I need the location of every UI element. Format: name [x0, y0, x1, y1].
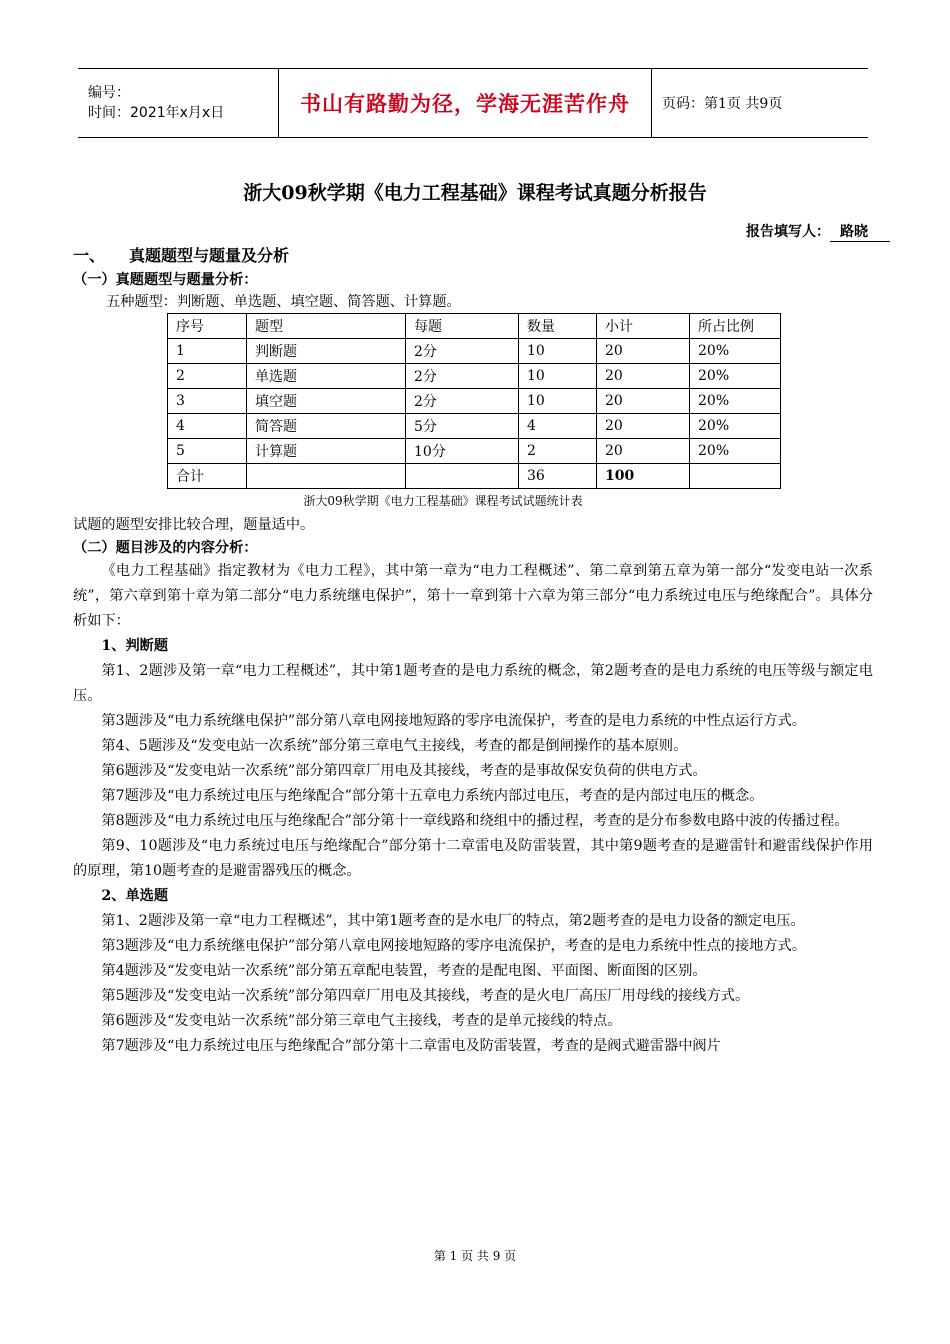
table-cell: 20: [597, 364, 690, 389]
paragraph: 第9、10题涉及“电力系统过电压与绝缘配合”部分第十二章雷电及防雷装置，其中第9题考查的是避雷针和避雷线保护作用的原理，第10题考查的是避雷器残压的概念。: [73, 838, 873, 879]
subsection-heading-2: （二）题目涉及的内容分析：: [73, 540, 258, 556]
table-cell: 2: [519, 439, 597, 464]
reporter-label: 报告填写人：: [746, 224, 830, 240]
paragraph: 第7题涉及“电力系统过电压与绝缘配合”部分第十五章电力系统内部过电压，考查的是内部过电压的概念。: [101, 788, 764, 804]
paragraph: 第4、5题涉及“发变电站一次系统”部分第三章电气主接线，考查的都是倒闸操作的基本原则。: [101, 738, 688, 754]
reporter-name: 路晓: [830, 221, 890, 242]
paragraph: 第6题涉及“发变电站一次系统”部分第三章电气主接线，考查的是单元接线的特点。: [101, 1013, 622, 1029]
question-types-intro: 五种题型：判断题、单选题、填空题、简答题、计算题。: [106, 294, 461, 310]
table-cell: 20: [597, 339, 690, 364]
table-cell: [690, 464, 781, 489]
table-cell: 单选题: [247, 364, 406, 389]
table-cell: 5: [168, 439, 247, 464]
document-header: [78, 68, 868, 138]
paragraph: 第7题涉及“电力系统过电压与绝缘配合”部分第十二章雷电及防雷装置，考查的是阀式避雷器中阀片: [101, 1038, 721, 1054]
judge-heading: 1、判断题: [101, 638, 169, 654]
page-title: 浙大09秋学期《电力工程基础》课程考试真题分析报告: [243, 182, 707, 204]
table-cell: [406, 464, 519, 489]
table-cell: 2分: [406, 339, 519, 364]
number-label: 编号：: [88, 85, 130, 101]
table-cell: 100: [597, 464, 690, 489]
section-title: 真题题型与题量及分析: [129, 246, 290, 265]
table-cell: 20: [597, 414, 690, 439]
table-cell: 2分: [406, 364, 519, 389]
table-cell: 5分: [406, 414, 519, 439]
table-cell: 2分: [406, 389, 519, 414]
table-comment: 试题的题型安排比较合理，题量适中。: [73, 517, 315, 533]
section-number: 一、: [73, 246, 106, 265]
table-cell: 1: [168, 339, 247, 364]
table-header-cell: 每题: [406, 314, 519, 339]
header-page-cell: [652, 69, 868, 137]
table-cell: 填空题: [247, 389, 406, 414]
table-total-row: [168, 464, 781, 489]
page-footer: 第 1 页 共 9 页: [433, 1249, 517, 1263]
paragraph: 第3题涉及“电力系统继电保护”部分第八章电网接地短路的零序电流保护，考查的是电力系统的中性点运行方式。: [101, 713, 806, 729]
page-info: 页码：第1页 共9页: [662, 96, 783, 112]
motto: 书山有路勤为径，学海无涯苦作舟: [300, 91, 630, 116]
content-intro: 《电力工程基础》指定教材为《电力工程》，其中第一章为“电力工程概述”、第二章到第五章为第一部分“发变电站一次系统”，第六章到第十章为第二部分“电力系统继电保护”，第十一章到第十六章为第三部分“电力系统过电压与绝缘配合”。具体分析如下：: [73, 563, 873, 629]
table-row: [168, 439, 781, 464]
table-row: [168, 364, 781, 389]
table-header-cell: 所占比例: [690, 314, 781, 339]
header-motto-cell: [279, 69, 652, 137]
reporter: [746, 221, 890, 242]
paragraph: 第1、2题涉及第一章“电力工程概述”，其中第1题考查的是电力系统的概念，第2题考查的是电力系统的电压等级与额定电压。: [73, 663, 873, 704]
table-cell: 20%: [690, 389, 781, 414]
paragraph: 第6题涉及“发变电站一次系统”部分第四章厂用电及其接线，考查的是事故保安负荷的供电方式。: [101, 763, 707, 779]
table-row: [168, 414, 781, 439]
table-cell: 4: [168, 414, 247, 439]
paragraph: 第3题涉及“电力系统继电保护”部分第八章电网接地短路的零序电流保护，考查的是电力系统中性点的接地方式。: [101, 938, 806, 954]
subsection-heading-1: （一）真题题型与题量分析：: [73, 272, 258, 288]
table-cell: 2: [168, 364, 247, 389]
table-header-cell: 数量: [519, 314, 597, 339]
table-cell: 20: [597, 389, 690, 414]
table-cell: 20%: [690, 364, 781, 389]
table-header-cell: 序号: [168, 314, 247, 339]
table-cell: 20: [597, 439, 690, 464]
table-cell: 10: [519, 364, 597, 389]
single-choice-heading: 2、单选题: [101, 888, 169, 904]
table-cell: 20%: [690, 414, 781, 439]
time-label: 时间：2021年x月x日: [88, 105, 225, 121]
table-cell: 36: [519, 464, 597, 489]
table-row: [168, 339, 781, 364]
table-cell: 合计: [168, 464, 247, 489]
section-heading: [73, 243, 873, 269]
table-cell: 10分: [406, 439, 519, 464]
table-cell: 10: [519, 339, 597, 364]
table-row: [168, 389, 781, 414]
table-cell: 简答题: [247, 414, 406, 439]
paragraph: 第8题涉及“电力系统过电压与绝缘配合”部分第十一章线路和绕组中的播过程，考查的是分布参数电路中波的传播过程。: [101, 813, 849, 829]
table-caption: 浙大09秋学期《电力工程基础》课程考试试题统计表: [303, 494, 583, 508]
table-header-cell: 题型: [247, 314, 406, 339]
stats-table: [167, 313, 781, 489]
table-cell: 20%: [690, 339, 781, 364]
main-content: [73, 243, 873, 1059]
table-cell: 判断题: [247, 339, 406, 364]
table-cell: 10: [519, 389, 597, 414]
table-cell: 3: [168, 389, 247, 414]
table-cell: 4: [519, 414, 597, 439]
table-cell: 计算题: [247, 439, 406, 464]
header-meta: [78, 69, 279, 137]
table-cell: 20%: [690, 439, 781, 464]
table-header-row: [168, 314, 781, 339]
paragraph: 第4题涉及“发变电站一次系统”部分第五章配电装置，考查的是配电图、平面图、断面图的区别。: [101, 963, 707, 979]
table-cell: [247, 464, 406, 489]
table-header-cell: 小计: [597, 314, 690, 339]
paragraph: 第5题涉及“发变电站一次系统”部分第四章厂用电及其接线，考查的是火电厂高压厂用母线的接线方式。: [101, 988, 750, 1004]
paragraph: 第1、2题涉及第一章“电力工程概述”，其中第1题考查的是水电厂的特点，第2题考查的是电力设备的额定电压。: [101, 913, 805, 929]
